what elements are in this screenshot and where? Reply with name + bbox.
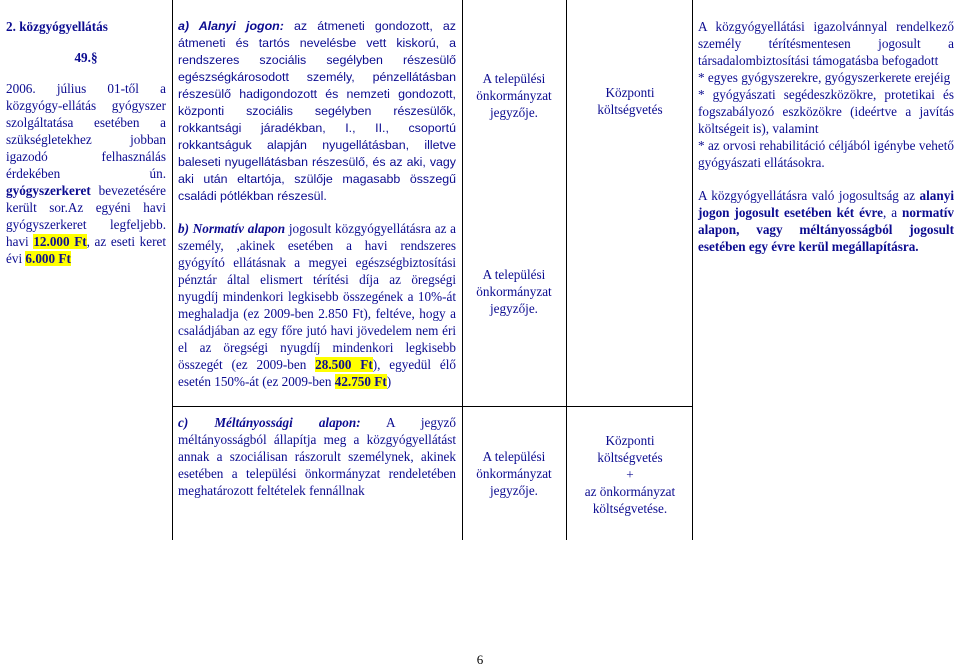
benefits-column	[698, 18, 954, 255]
benefit-item: * az orvosi rehabilitáció céljából igénybe vehető gyógyászati ellátásokra.	[698, 138, 954, 170]
intro-text-2: bevezetésére került sor.Az egyéni havi gyógyszerkeret legfeljebb. havi	[6, 183, 166, 249]
meltanyossagi-text: A jegyző méltányosságból állapítja meg a közgyógyellátást annak a szociálisan rászorult személynek, akinek esetében a települési önkormányzat rendeletében meghatározott feltételek fennállnak	[178, 415, 456, 498]
meltanyossagi-cell	[178, 414, 456, 499]
alanyi-label: a) Alanyi jogon:	[178, 19, 284, 33]
intro-keyword: gyógyszerkeret	[6, 183, 91, 198]
column-divider-4	[692, 0, 693, 540]
authority-cell-c: A települési önkormányzat jegyzője.	[476, 449, 552, 498]
entitlement-bold-1: alanyi jogon jogosult esetében két évre	[698, 188, 954, 220]
benefit-item: * gyógyászati segédeszközökre, protetikai és fogszabályozó eszközökre (ideértve a javítás költségeit is), valamint	[698, 87, 954, 136]
alanyi-text: az átmeneti gondozott, az átmeneti és tartós nevelésbe vett kiskorú, a rendszeres szociális segélyben részesülő egészségkárosodott személy, pénzellátásban részesülő hadigondozott és nemzeti gondozott, központi szociális segélyben részesülők, rokkantsági járadékban, I., II., csoportú rokkantságuk alapján nyugellátásban, illetve baleseti nyugellátásban részesülő, és az aki, vagy aki után eltartója, szülője magasabb összegű családi pótlékban részesül.	[178, 19, 456, 203]
benefit-intro: A közgyógyellátási igazolvánnyal rendelkező személy térítésmentesen jogosult a társadalombiztosítási támogatásba befogadott	[698, 19, 954, 68]
normativ-amount-1: 28.500 Ft	[315, 357, 373, 372]
row-divider	[172, 406, 692, 407]
budget-cell-2	[572, 432, 688, 517]
entitlement-paragraph	[698, 187, 954, 255]
meltanyossagi-label: c) Méltányossági alapon:	[178, 415, 361, 430]
column-divider-3	[566, 0, 567, 540]
entitlement-text-1: A közgyógyellátásra való jogosultság az	[698, 188, 920, 203]
authority-cell-a: A települési önkormányzat jegyzője.	[476, 71, 552, 120]
entitlement-bold-2: normatív alapon, vagy méltányosságból jogosult esetében egy évre kerül megállapításra.	[698, 205, 954, 254]
entitlement-text-2: , a	[882, 205, 902, 220]
budget-line-2: az önkormányzat költségvetése.	[584, 484, 676, 516]
monthly-limit-amount: 12.000 Ft	[33, 234, 87, 249]
budget-cell: Központi költségvetés	[597, 85, 663, 117]
intro-text-1: 2006. július 01-től a közgyógy-ellátás gyógyszer szolgáltatása esetében a szükségletekhez jobban igazodó felhasználás érdekében ún.	[6, 81, 166, 181]
intro-column	[6, 18, 166, 267]
normativ-text-3: )	[386, 374, 392, 389]
intro-paragraph	[6, 80, 166, 267]
page-number: 6	[476, 652, 484, 667]
column-divider-2	[462, 0, 463, 540]
section-heading: 2. közgyógyellátás	[6, 19, 108, 34]
column-divider-1	[172, 0, 173, 540]
normativ-text-1: jogosult közgyógyellátásra az a személy, ,akinek esetében a havi rendszeres gyógyító ellátásnak a megyei egészségbiztosítási pénztár által elismert térítési díja az öregségi nyugdíj mindenkori legkisebb összegének a 10%-át meghaladja (ez 2009-ben 2.850 Ft), feltéve, hogy a családjában az egy főre jutó havi jövedelem nem éri el az öregségi nyugdíj mindenkori legkisebb összegét (ez 2009-ben	[178, 221, 456, 372]
section-number: 49.§	[74, 50, 98, 65]
budget-plus: +	[626, 467, 634, 482]
normativ-alapon-cell	[178, 220, 456, 390]
normativ-label: b) Normatív alapon	[178, 221, 286, 236]
normativ-text-2: ), egyedül élő esetén 150%-át (ez 2009-ben	[178, 357, 456, 389]
benefit-item: * egyes gyógyszerekre, gyógyszerkerete erejéig	[698, 70, 951, 85]
alanyi-jogon-cell	[178, 18, 456, 205]
occasional-limit-amount: 6.000 Ft	[25, 251, 71, 266]
authority-cell-b: A települési önkormányzat jegyzője.	[476, 267, 552, 316]
budget-line-1: Központi költségvetés	[597, 433, 663, 465]
normativ-amount-2: 42.750 Ft	[334, 374, 387, 389]
intro-text-3: , az eseti keret évi	[6, 234, 167, 266]
